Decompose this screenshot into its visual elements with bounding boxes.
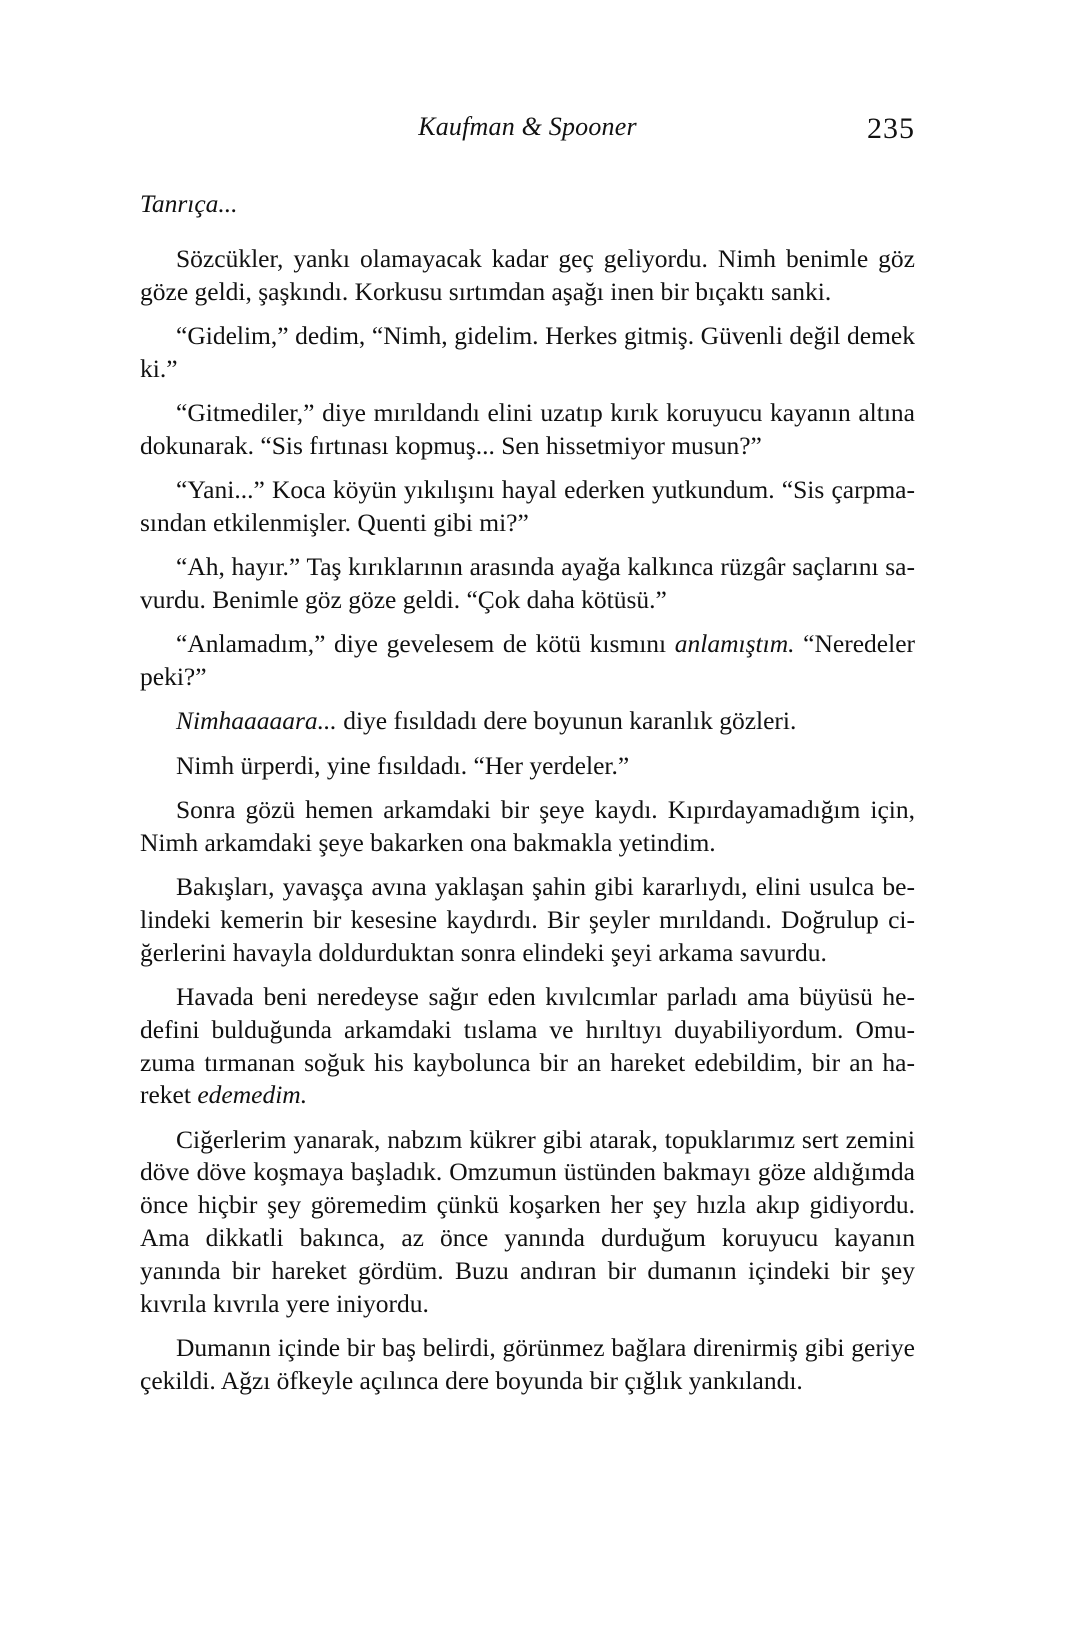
paragraph-7	[140, 628, 915, 694]
paragraph-13: Ciğerlerim yanarak, nabzım kükrer gibi atarak, topuklarımız sert zemini döve döve koşmaya başladık. Omzumun üstünden bakmayı göze aldığımda önce hiçbir şey göremedim çünkü koşarken her şey hızla akıp gidiyordu. Ama dikkatli bakınca, az önce yanında durduğum koruyucu kayanın yanında bir hareket gördüm. Buzu andıran bir dumanın içindeki bir şey kıvrıla kıvrıla yere iniyordu.	[140, 1124, 915, 1318]
paragraph-12-emphasis: edemedim.	[197, 1080, 308, 1110]
paragraph-14: Dumanın içinde bir baş belirdi, görünmez bağlara direnirmiş gibi geriye çekildi. Ağzı öfkeyle açılınca dere boyunda bir çığlık yankılandı.	[140, 1332, 915, 1395]
paragraph-5: “Yani...” Koca köyün yıkılışını hayal ederken yutkundum. “Sis çarpmasından etkilenmişler. Quenti gibi mi?”	[140, 475, 915, 537]
paragraph-10: Sonra gözü hemen arkamdaki bir şeye kaydı. Kıpırdayamadığım için, Nimh arkamdaki şeye bakarken ona bakmakla yetindim.	[140, 794, 915, 857]
paragraph-7-text-b: “Neredeler peki?”	[140, 629, 915, 692]
paragraph-8-text: diye fısıldadı dere boyunun karanlık gözleri.	[336, 706, 797, 736]
paragraph-2: Sözcükler, yankı olamayacak kadar geç geliyordu. Nimh benimle göz göze geldi, şaşkındı. Korkusu sırtımdan aşağı inen bir bıçaktı sanki.	[140, 243, 915, 306]
page-number: 235	[867, 112, 915, 145]
paragraph-1-text: Tanrıça...	[140, 189, 238, 218]
paragraph-4: “Gitmediler,” diye mırıldandı elini uzatıp kırık koruyucu kayanın altına dokunarak. “Sis fırtınası kopmuş... Sen hissetmiyor musun?”	[140, 397, 915, 460]
page-header	[140, 112, 915, 152]
paragraph-7-text-a: “Anlamadım,” diye gevelesem de kötü kısmını	[176, 629, 675, 659]
paragraph-8	[140, 705, 915, 738]
running-head: Kaufman & Spooner	[418, 112, 637, 141]
paragraph-7-emphasis: anlamıştım.	[674, 629, 795, 659]
paragraph-3: “Gidelim,” dedim, “Nimh, gidelim. Herkes gitmiş. Güvenli değil demek ki.”	[140, 320, 915, 383]
paragraph-12-text: Havada beni neredeyse sağır eden kıvılcımlar parladı ama büyüsü hedefini bulduğunda arkamdaki tıslama ve hırıltıyı duyabiliyordum. Omuzuma tırmanan soğuk his kaybolunca bir an hareket edebildim, bir an hareket	[140, 981, 915, 1110]
paragraph-9: Nimh ürperdi, yine fısıldadı. “Her yerdeler.”	[176, 750, 630, 780]
paragraph-1	[140, 188, 915, 221]
paragraph-12	[140, 981, 915, 1112]
paragraph-6: “Ah, hayır.” Taş kırıklarının arasında ayağa kalkınca rüzgâr saçlarını savurdu. Benimle göz göze geldi. “Çok daha kötüsü.”	[140, 552, 915, 614]
body-text	[140, 188, 915, 1409]
paragraph-11: Bakışları, yavaşça avına yaklaşan şahin gibi kararlıydı, elini usulca belindeki kemerin bir kesesine kaydırdı. Bir şeyler mırıldandı. Doğrulup ciğerlerini havayla doldurduktan sonra elindeki şeyi arkama savurdu.	[140, 872, 915, 967]
paragraph-8-emphasis: Nimhaaaaara...	[176, 706, 337, 736]
